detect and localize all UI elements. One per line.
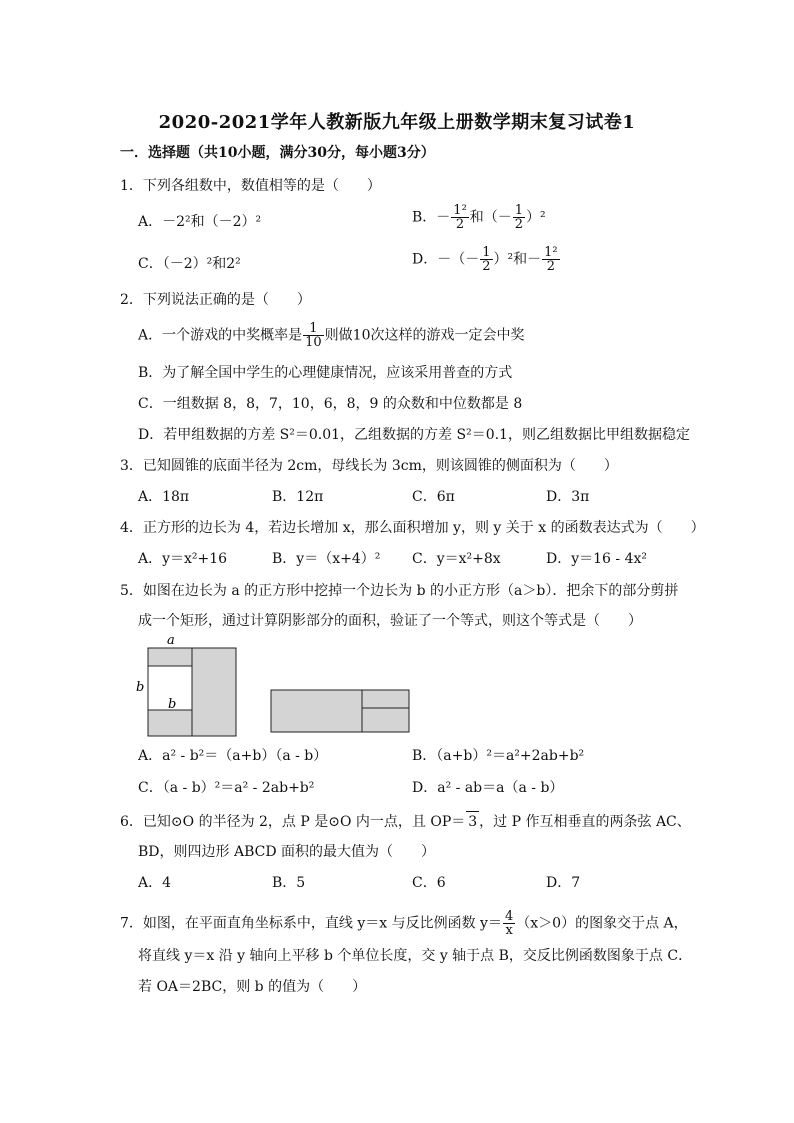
- q5-option-d: D．a² - ab＝a（a - b）: [412, 780, 564, 796]
- q4-option-c: C．y＝x²+8x: [412, 551, 501, 567]
- question-7-stem-line-2: 将直线 y＝x 沿 y 轴向上平移 b 个单位长度，交 y 轴于点 B，交反比例函数图象于点 C．: [138, 948, 693, 964]
- q4-option-a: A．y＝x²+16: [138, 551, 228, 567]
- question-5-stem-line-1: 5．如图在边长为 a 的正方形中挖掉一个边长为 b 的小正方形（a＞b）．把余下的部分剪拼: [120, 583, 679, 599]
- question-3-stem: 3．已知圆锥的底面半径为 2cm，母线长为 3cm，则该圆锥的侧面积为（ ）: [120, 458, 618, 474]
- fraction: $\frac{1}{2}$: [514, 203, 524, 232]
- fig-label-b-inner: b: [168, 697, 177, 712]
- q3-option-d: D．3π: [546, 489, 590, 505]
- q1-option-c: C．（－2）²和2²: [138, 256, 241, 272]
- question-1-stem: 1．下列各组数中，数值相等的是（ ）: [120, 178, 381, 194]
- q2-option-d: D．若甲组数据的方差 S²＝0.01，乙组数据的方差 S²＝0.1，则乙组数据比甲组数据稳定: [138, 427, 690, 443]
- fraction: $\frac{\text{1²}}{2}$: [544, 245, 558, 274]
- fraction: $\frac{4}{x}$: [504, 909, 514, 938]
- q1-option-a: A．－2²和（－2）²: [138, 214, 262, 230]
- question-7-stem-line-3: 若 OA＝2BC，则 b 的值为（ ）: [138, 979, 367, 995]
- q4-option-b: B．y＝（x+4）²: [272, 551, 381, 567]
- question-6-stem-line-1: 6．已知⊙O 的半径为 2，点 P 是⊙O 内一点，且 OP＝ 3 ，过 P 作互相垂直的两条弦 AC、: [120, 811, 691, 832]
- q3-option-c: C．6π: [412, 489, 455, 505]
- sqrt-value: 3: [468, 814, 478, 830]
- page-title: 2020-2021学年人教新版九年级上册数学期末复习试卷1: [158, 112, 636, 133]
- q5-figure: [130, 632, 430, 742]
- question-6-stem-line-2: BD，则四边形 ABCD 面积的最大值为（ ）: [138, 844, 436, 860]
- q2-option-c: C．一组数据 8，8，7，10，6，8，9 的众数和中位数都是 8: [138, 396, 523, 412]
- fig-rectangle: [271, 690, 409, 732]
- q5-option-b: B．（a+b）²＝a²+2ab+b²: [412, 748, 585, 764]
- q1-option-b: B．－ $\frac{\text{1²}}{2}$ 和（－ $\frac{1}{2}$ ）²: [412, 203, 546, 232]
- question-2-stem: 2．下列说法正确的是（ ）: [120, 292, 311, 308]
- q5-option-c: C．（a - b）²＝a² - 2ab+b²: [138, 780, 315, 796]
- q2-option-b: B．为了解全国中学生的心理健康情况，应该采用普查的方式: [138, 365, 513, 381]
- q6-option-d: D．7: [546, 875, 581, 891]
- fraction: $\frac{\text{1²}}{2}$: [453, 203, 467, 232]
- q3-option-a: A．18π: [138, 489, 190, 505]
- q6-option-b: B．5: [272, 875, 306, 891]
- fraction: $\frac{1}{10}$: [305, 321, 322, 350]
- q3-option-b: B．12π: [272, 489, 324, 505]
- question-5-stem-line-2: 成一个矩形，通过计算阴影部分的面积，验证了一个等式，则这个等式是（ ）: [138, 613, 642, 629]
- fraction: $\frac{1}{2}$: [482, 245, 491, 274]
- fig-label-b-left: b: [136, 680, 145, 695]
- q2-option-a: A．一个游戏的中奖概率是 $\frac{1}{10}$ 则做10次这样的游戏一定会中奖: [138, 321, 525, 350]
- q5-option-a: A．a² - b²＝（a+b）（a - b）: [138, 748, 328, 764]
- q4-option-d: D．y＝16 - 4x²: [546, 551, 647, 567]
- question-7-stem-line-1: 7．如图，在平面直角坐标系中，直线 y＝x 与反比例函数 y＝ $\frac{4}{x}$ （x＞0）的图象交于点 A，: [120, 909, 688, 938]
- q6-option-a: A．4: [138, 875, 172, 891]
- section-heading: 一．选择题（共10小题，满分30分，每小题3分）: [120, 145, 435, 161]
- q1-option-d: D．－（－ $\frac{1}{2}$ ）²和－ $\frac{\text{1²}}{2}$: [412, 245, 558, 274]
- fig-label-a: a: [167, 633, 175, 648]
- question-4-stem: 4．正方形的边长为 4，若边长增加 x，那么面积增加 y，则 y 关于 x 的函数表达式为（ ）: [120, 520, 705, 536]
- q6-option-c: C．6: [412, 875, 446, 891]
- sqrt-expression: [466, 811, 479, 832]
